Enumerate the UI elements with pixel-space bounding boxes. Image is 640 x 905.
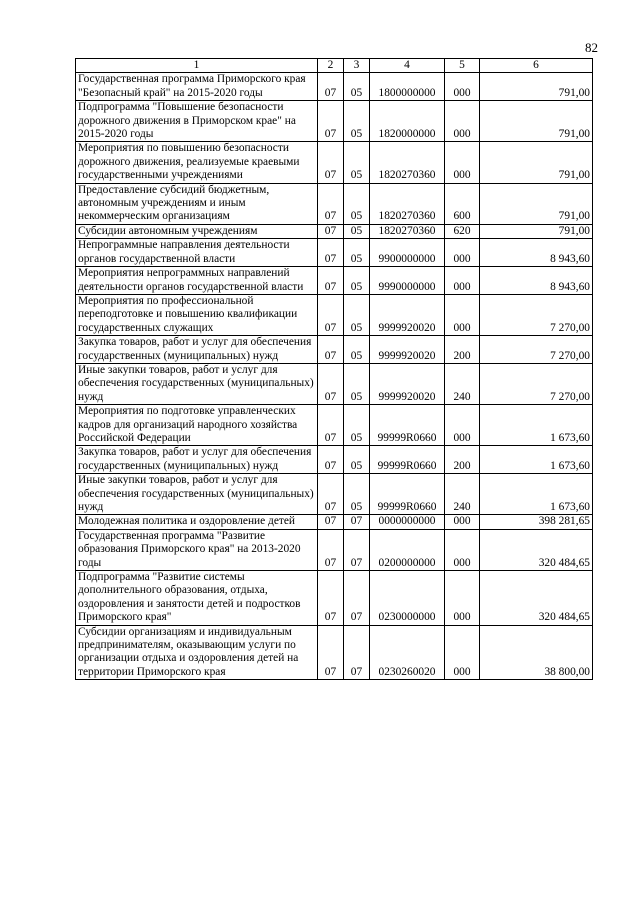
row-target-code: 0000000000 (370, 515, 445, 529)
row-expense-type: 000 (445, 73, 480, 101)
table-row (76, 101, 593, 142)
table-row (76, 625, 593, 680)
table-row (76, 224, 593, 238)
row-target-code: 0230000000 (370, 571, 445, 626)
row-expense-type: 000 (445, 294, 480, 335)
row-section: 07 (318, 224, 344, 238)
row-subsection: 05 (344, 363, 370, 404)
row-name: Подпрограмма "Повышение безопасности дорожного движения в Приморском крае" на 2015-2020 годы (76, 101, 318, 142)
row-target-code: 9900000000 (370, 239, 445, 267)
table-body (76, 73, 593, 680)
row-section: 07 (318, 474, 344, 515)
row-name: Государственная программа "Развитие образования Приморского края" на 2013-2020 годы (76, 529, 318, 570)
header-cell-3: 3 (344, 59, 370, 73)
row-subsection: 05 (344, 267, 370, 295)
budget-table (75, 58, 593, 680)
row-subsection: 05 (344, 224, 370, 238)
row-expense-type: 000 (445, 515, 480, 529)
row-amount: 791,00 (480, 224, 593, 238)
row-amount: 7 270,00 (480, 363, 593, 404)
row-subsection: 07 (344, 571, 370, 626)
table-row (76, 239, 593, 267)
table-row (76, 336, 593, 364)
header-cell-4: 4 (370, 59, 445, 73)
row-subsection: 05 (344, 294, 370, 335)
row-target-code: 1800000000 (370, 73, 445, 101)
row-subsection: 05 (344, 239, 370, 267)
row-subsection: 07 (344, 529, 370, 570)
row-target-code: 99999R0660 (370, 405, 445, 446)
row-target-code: 99999R0660 (370, 474, 445, 515)
row-section: 07 (318, 267, 344, 295)
table-row (76, 363, 593, 404)
row-expense-type: 000 (445, 142, 480, 183)
row-subsection: 05 (344, 446, 370, 474)
row-section: 07 (318, 363, 344, 404)
row-amount: 791,00 (480, 183, 593, 224)
row-target-code: 9990000000 (370, 267, 445, 295)
table-row (76, 571, 593, 626)
row-target-code: 1820270360 (370, 183, 445, 224)
row-target-code: 9999920020 (370, 336, 445, 364)
header-cell-6: 6 (480, 59, 593, 73)
row-target-code: 9999920020 (370, 294, 445, 335)
row-name: Государственная программа Приморского края "Безопасный край" на 2015-2020 годы (76, 73, 318, 101)
table-row (76, 267, 593, 295)
row-section: 07 (318, 294, 344, 335)
table-row (76, 183, 593, 224)
table-row (76, 294, 593, 335)
row-section: 07 (318, 239, 344, 267)
header-cell-2: 2 (318, 59, 344, 73)
row-amount: 320 484,65 (480, 571, 593, 626)
table-row (76, 474, 593, 515)
row-expense-type: 000 (445, 101, 480, 142)
row-subsection: 05 (344, 142, 370, 183)
row-name: Непрограммные направления деятельности органов государственной власти (76, 239, 318, 267)
row-subsection: 05 (344, 405, 370, 446)
row-subsection: 05 (344, 73, 370, 101)
row-amount: 8 943,60 (480, 267, 593, 295)
row-name: Предоставление субсидий бюджетным, автономным учреждениям и иным некоммерческим организациям (76, 183, 318, 224)
row-name: Иные закупки товаров, работ и услуг для обеспечения государственных (муниципальных) нужд (76, 474, 318, 515)
row-expense-type: 000 (445, 529, 480, 570)
row-section: 07 (318, 183, 344, 224)
row-expense-type: 240 (445, 474, 480, 515)
row-target-code: 99999R0660 (370, 446, 445, 474)
row-section: 07 (318, 625, 344, 680)
row-amount: 398 281,65 (480, 515, 593, 529)
row-amount: 7 270,00 (480, 294, 593, 335)
row-expense-type: 000 (445, 405, 480, 446)
row-expense-type: 000 (445, 571, 480, 626)
row-section: 07 (318, 529, 344, 570)
row-name: Подпрограмма "Развитие системы дополнительного образования, отдыха, оздоровления и занятости детей и подростков Приморского края" (76, 571, 318, 626)
row-section: 07 (318, 73, 344, 101)
row-subsection: 05 (344, 474, 370, 515)
row-target-code: 0200000000 (370, 529, 445, 570)
row-expense-type: 000 (445, 625, 480, 680)
row-section: 07 (318, 515, 344, 529)
table-row (76, 142, 593, 183)
row-subsection: 05 (344, 336, 370, 364)
row-subsection: 05 (344, 183, 370, 224)
row-name: Мероприятия по повышению безопасности дорожного движения, реализуемые краевыми государственными учреждениями (76, 142, 318, 183)
row-expense-type: 200 (445, 446, 480, 474)
row-name: Мероприятия по подготовке управленческих кадров для организаций народного хозяйства Российской Федерации (76, 405, 318, 446)
row-name: Мероприятия по профессиональной переподготовке и повышению квалификации государственных служащих (76, 294, 318, 335)
row-expense-type: 620 (445, 224, 480, 238)
row-amount: 791,00 (480, 73, 593, 101)
row-section: 07 (318, 446, 344, 474)
table-row (76, 405, 593, 446)
table-row (76, 446, 593, 474)
row-amount: 8 943,60 (480, 239, 593, 267)
row-subsection: 07 (344, 625, 370, 680)
row-expense-type: 200 (445, 336, 480, 364)
header-row (76, 59, 593, 73)
row-amount: 7 270,00 (480, 336, 593, 364)
row-subsection: 07 (344, 515, 370, 529)
row-name: Молодежная политика и оздоровление детей (76, 515, 318, 529)
row-section: 07 (318, 405, 344, 446)
row-amount: 1 673,60 (480, 474, 593, 515)
row-amount: 320 484,65 (480, 529, 593, 570)
row-target-code: 0230260020 (370, 625, 445, 680)
row-amount: 38 800,00 (480, 625, 593, 680)
row-expense-type: 000 (445, 267, 480, 295)
row-name: Субсидии автономным учреждениям (76, 224, 318, 238)
row-name: Закупка товаров, работ и услуг для обеспечения государственных (муниципальных) нужд (76, 336, 318, 364)
row-amount: 791,00 (480, 101, 593, 142)
row-amount: 1 673,60 (480, 405, 593, 446)
row-target-code: 1820270360 (370, 142, 445, 183)
row-expense-type: 600 (445, 183, 480, 224)
row-section: 07 (318, 571, 344, 626)
row-target-code: 9999920020 (370, 363, 445, 404)
row-name: Закупка товаров, работ и услуг для обеспечения государственных (муниципальных) нужд (76, 446, 318, 474)
row-section: 07 (318, 142, 344, 183)
header-cell-5: 5 (445, 59, 480, 73)
row-name: Мероприятия непрограммных направлений деятельности органов государственной власти (76, 267, 318, 295)
row-amount: 791,00 (480, 142, 593, 183)
row-expense-type: 000 (445, 239, 480, 267)
table-row (76, 529, 593, 570)
row-target-code: 1820000000 (370, 101, 445, 142)
table-row (76, 515, 593, 529)
row-amount: 1 673,60 (480, 446, 593, 474)
row-section: 07 (318, 101, 344, 142)
row-subsection: 05 (344, 101, 370, 142)
page-number: 82 (585, 40, 598, 55)
row-target-code: 1820270360 (370, 224, 445, 238)
row-expense-type: 240 (445, 363, 480, 404)
row-name: Иные закупки товаров, работ и услуг для обеспечения государственных (муниципальных) нужд (76, 363, 318, 404)
table-row (76, 73, 593, 101)
header-cell-1: 1 (76, 59, 318, 73)
row-name: Субсидии организациям и индивидуальным предпринимателям, оказывающим услуги по организации отдыха и оздоровления детей на территории Приморского края (76, 625, 318, 680)
row-section: 07 (318, 336, 344, 364)
